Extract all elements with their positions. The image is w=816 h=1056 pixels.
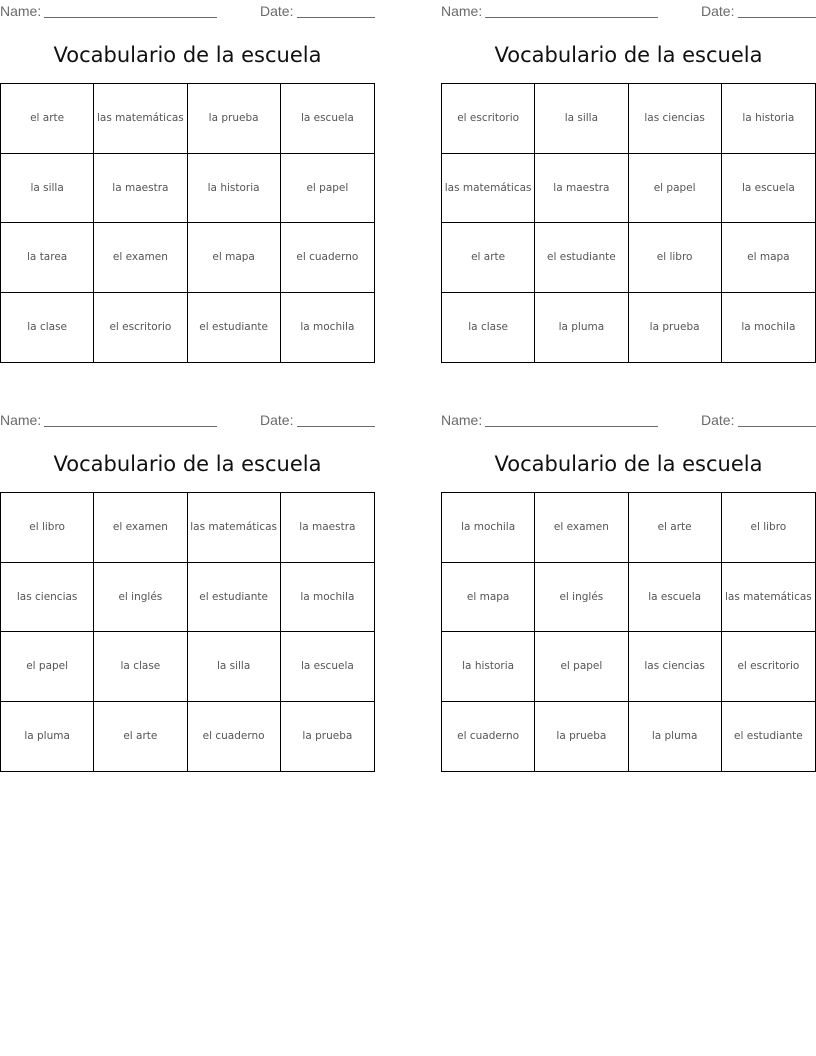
bingo-grid: [441, 492, 816, 772]
grid-cell: la mochila: [300, 321, 355, 334]
grid-cell: la clase: [94, 632, 187, 702]
grid-cell: la prueba: [535, 702, 628, 772]
grid-cell: el mapa: [442, 563, 535, 633]
card-header: [441, 411, 816, 429]
card-title: Vocabulario de la escuela: [53, 452, 322, 476]
grid-cell: el estudiante: [188, 293, 281, 363]
grid-cell: la historia: [442, 632, 535, 702]
grid-cell: la maestra: [281, 493, 374, 563]
bingo-card-2: [441, 0, 816, 364]
grid-cell: el libro: [629, 223, 722, 293]
name-blank: [485, 2, 658, 18]
grid-cell: la pluma: [1, 702, 94, 772]
grid-cell: la mochila: [281, 563, 374, 633]
grid-cell: el cuaderno: [281, 223, 374, 293]
date-label: Date:: [701, 3, 735, 19]
grid-cell: el cuaderno: [442, 702, 535, 772]
name-blank: [485, 411, 658, 427]
grid-cell: la escuela: [722, 154, 815, 224]
grid-cell: las matemáticas: [442, 154, 535, 224]
grid-cell: el arte: [629, 493, 722, 563]
grid-cell: la prueba: [629, 293, 722, 363]
grid-cell: el estudiante: [535, 223, 628, 293]
grid-cell: la maestra: [535, 154, 628, 224]
date-label: Date:: [701, 412, 735, 428]
grid-cell: la pluma: [629, 702, 722, 772]
name-label: Name:: [0, 3, 42, 19]
grid-cell: el papel: [535, 632, 628, 702]
grid-cell: la escuela: [281, 632, 374, 702]
grid-cell: la historia: [188, 154, 281, 224]
name-label: Name:: [441, 3, 483, 19]
grid-cell: la prueba: [302, 730, 353, 743]
grid-cell: las ciencias: [629, 84, 722, 154]
grid-cell: el inglés: [535, 563, 628, 633]
grid-cell: la escuela: [629, 563, 722, 633]
grid-cell: el libro: [722, 493, 815, 563]
grid-cell: el libro: [1, 493, 94, 563]
grid-cell: el escritorio: [94, 293, 187, 363]
grid-cell: las matemáticas: [188, 493, 281, 563]
bingo-card-1: [0, 0, 375, 364]
grid-cell: la historia: [722, 84, 815, 154]
date-blank: [738, 411, 816, 427]
bingo-grid: [0, 83, 375, 363]
grid-cell: el arte: [442, 223, 535, 293]
bingo-grid: [0, 492, 375, 772]
grid-cell: las ciencias: [629, 632, 722, 702]
card-title: Vocabulario de la escuela: [494, 452, 763, 476]
grid-cell: la escuela: [281, 84, 374, 154]
bingo-card-3: [0, 409, 375, 773]
grid-cell: el papel: [281, 154, 374, 224]
grid-cell: el estudiante: [734, 730, 803, 743]
grid-cell: el examen: [94, 493, 187, 563]
grid-cell: el mapa: [188, 223, 281, 293]
name-blank: [44, 411, 217, 427]
grid-cell: la mochila: [741, 321, 796, 334]
card-header: [0, 411, 375, 429]
grid-cell: la mochila: [442, 493, 535, 563]
bingo-card-4: [441, 409, 816, 773]
bingo-grid: [441, 83, 816, 363]
grid-cell: la silla: [1, 154, 94, 224]
grid-cell: la silla: [535, 84, 628, 154]
grid-cell: la tarea: [1, 223, 94, 293]
date-blank: [297, 2, 375, 18]
grid-cell: el arte: [1, 84, 94, 154]
grid-cell: la silla: [188, 632, 281, 702]
card-header: [0, 2, 375, 20]
grid-cell: la prueba: [188, 84, 281, 154]
date-label: Date:: [260, 3, 294, 19]
card-header: [441, 2, 816, 20]
grid-cell: la pluma: [535, 293, 628, 363]
grid-cell: las matemáticas: [94, 84, 187, 154]
date-blank: [297, 411, 375, 427]
grid-cell: la maestra: [94, 154, 187, 224]
name-label: Name:: [441, 412, 483, 428]
grid-cell: el examen: [535, 493, 628, 563]
grid-cell: las matemáticas: [722, 563, 815, 633]
name-label: Name:: [0, 412, 42, 428]
grid-cell: el inglés: [94, 563, 187, 633]
grid-cell: el estudiante: [188, 563, 281, 633]
grid-cell: el cuaderno: [188, 702, 281, 772]
grid-cell: el mapa: [722, 223, 815, 293]
date-label: Date:: [260, 412, 294, 428]
grid-cell: las ciencias: [1, 563, 94, 633]
grid-cell: la clase: [442, 293, 535, 363]
grid-cell: la clase: [1, 293, 94, 363]
card-title: Vocabulario de la escuela: [53, 43, 322, 67]
date-blank: [738, 2, 816, 18]
grid-cell: el escritorio: [722, 632, 815, 702]
grid-cell: el papel: [1, 632, 94, 702]
grid-cell: el papel: [629, 154, 722, 224]
grid-cell: el examen: [94, 223, 187, 293]
card-title: Vocabulario de la escuela: [494, 43, 763, 67]
grid-cell: el escritorio: [442, 84, 535, 154]
grid-cell: el arte: [94, 702, 187, 772]
name-blank: [44, 2, 217, 18]
